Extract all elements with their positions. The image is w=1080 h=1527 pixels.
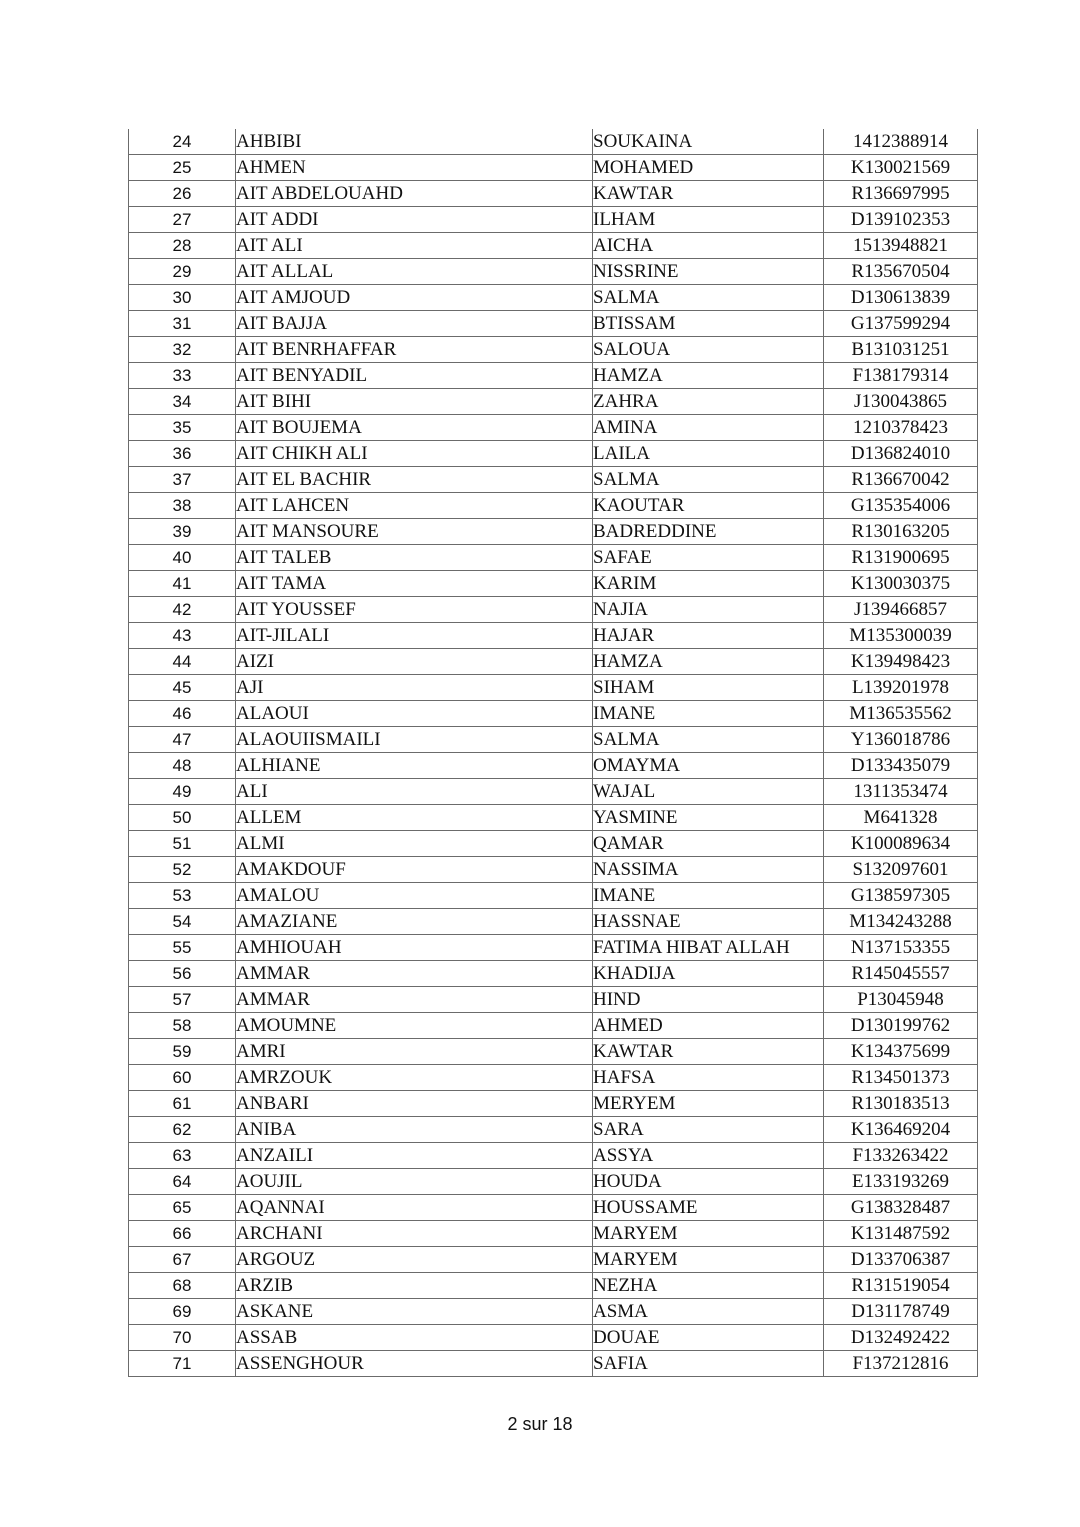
row-number-cell: 53 xyxy=(129,883,236,909)
last-name-cell: AIT-JILALI xyxy=(236,623,593,649)
row-number-cell: 65 xyxy=(129,1195,236,1221)
row-number-cell: 56 xyxy=(129,961,236,987)
table-row xyxy=(129,233,978,259)
table-row xyxy=(129,441,978,467)
row-number-cell: 51 xyxy=(129,831,236,857)
last-name-cell: AIT LAHCEN xyxy=(236,493,593,519)
id-number-cell: D131178749 xyxy=(824,1299,978,1325)
id-number-cell: K136469204 xyxy=(824,1117,978,1143)
id-number-cell: P13045948 xyxy=(824,987,978,1013)
first-name-cell: SALMA xyxy=(593,727,824,753)
first-name-cell: YASMINE xyxy=(593,805,824,831)
id-number-cell: D130613839 xyxy=(824,285,978,311)
row-number-cell: 25 xyxy=(129,155,236,181)
last-name-cell: AMRI xyxy=(236,1039,593,1065)
table-row xyxy=(129,883,978,909)
first-name-cell: HAMZA xyxy=(593,649,824,675)
row-number-cell: 42 xyxy=(129,597,236,623)
last-name-cell: AIT ALLAL xyxy=(236,259,593,285)
row-number-cell: 69 xyxy=(129,1299,236,1325)
first-name-cell: SALMA xyxy=(593,285,824,311)
table-row xyxy=(129,415,978,441)
last-name-cell: ALLEM xyxy=(236,805,593,831)
table-row xyxy=(129,285,978,311)
id-number-cell: D133435079 xyxy=(824,753,978,779)
id-number-cell: G137599294 xyxy=(824,311,978,337)
last-name-cell: AIT BAJJA xyxy=(236,311,593,337)
first-name-cell: LAILA xyxy=(593,441,824,467)
row-number-cell: 48 xyxy=(129,753,236,779)
table-row xyxy=(129,571,978,597)
first-name-cell: SALOUA xyxy=(593,337,824,363)
id-number-cell: M136535562 xyxy=(824,701,978,727)
last-name-cell: ANBARI xyxy=(236,1091,593,1117)
first-name-cell: SOUKAINA xyxy=(593,129,824,155)
first-name-cell: SALMA xyxy=(593,467,824,493)
first-name-cell: DOUAE xyxy=(593,1325,824,1351)
first-name-cell: MERYEM xyxy=(593,1091,824,1117)
row-number-cell: 63 xyxy=(129,1143,236,1169)
id-number-cell: J139466857 xyxy=(824,597,978,623)
last-name-cell: AIT BIHI xyxy=(236,389,593,415)
table-row xyxy=(129,649,978,675)
id-number-cell: E133193269 xyxy=(824,1169,978,1195)
row-number-cell: 31 xyxy=(129,311,236,337)
id-number-cell: N137153355 xyxy=(824,935,978,961)
table-row xyxy=(129,1117,978,1143)
first-name-cell: HAFSA xyxy=(593,1065,824,1091)
row-number-cell: 32 xyxy=(129,337,236,363)
first-name-cell: NISSRINE xyxy=(593,259,824,285)
last-name-cell: AIT AMJOUD xyxy=(236,285,593,311)
last-name-cell: AMAZIANE xyxy=(236,909,593,935)
first-name-cell: SAFIA xyxy=(593,1351,824,1377)
row-number-cell: 62 xyxy=(129,1117,236,1143)
last-name-cell: AIT BOUJEMA xyxy=(236,415,593,441)
row-number-cell: 35 xyxy=(129,415,236,441)
last-name-cell: ALMI xyxy=(236,831,593,857)
last-name-cell: ASSAB xyxy=(236,1325,593,1351)
table-row xyxy=(129,1299,978,1325)
first-name-cell: NASSIMA xyxy=(593,857,824,883)
last-name-cell: AIT EL BACHIR xyxy=(236,467,593,493)
id-number-cell: R130163205 xyxy=(824,519,978,545)
last-name-cell: ARGOUZ xyxy=(236,1247,593,1273)
row-number-cell: 34 xyxy=(129,389,236,415)
id-number-cell: R136697995 xyxy=(824,181,978,207)
last-name-cell: AMMAR xyxy=(236,961,593,987)
last-name-cell: AIT MANSOURE xyxy=(236,519,593,545)
table-row xyxy=(129,1325,978,1351)
table-row xyxy=(129,1169,978,1195)
first-name-cell: ASMA xyxy=(593,1299,824,1325)
last-name-cell: ARCHANI xyxy=(236,1221,593,1247)
table-row xyxy=(129,779,978,805)
last-name-cell: AMHIOUAH xyxy=(236,935,593,961)
id-number-cell: R135670504 xyxy=(824,259,978,285)
first-name-cell: AHMED xyxy=(593,1013,824,1039)
first-name-cell: HOUDA xyxy=(593,1169,824,1195)
row-number-cell: 52 xyxy=(129,857,236,883)
table-row xyxy=(129,311,978,337)
last-name-cell: AIZI xyxy=(236,649,593,675)
id-number-cell: R131900695 xyxy=(824,545,978,571)
row-number-cell: 64 xyxy=(129,1169,236,1195)
first-name-cell: IMANE xyxy=(593,701,824,727)
id-number-cell: K139498423 xyxy=(824,649,978,675)
last-name-cell: ALI xyxy=(236,779,593,805)
table-row xyxy=(129,207,978,233)
row-number-cell: 50 xyxy=(129,805,236,831)
first-name-cell: NAJIA xyxy=(593,597,824,623)
row-number-cell: 55 xyxy=(129,935,236,961)
table-row xyxy=(129,1351,978,1377)
row-number-cell: 46 xyxy=(129,701,236,727)
first-name-cell: ILHAM xyxy=(593,207,824,233)
row-number-cell: 40 xyxy=(129,545,236,571)
last-name-cell: AIT BENRHAFFAR xyxy=(236,337,593,363)
first-name-cell: AICHA xyxy=(593,233,824,259)
id-number-cell: D130199762 xyxy=(824,1013,978,1039)
id-number-cell: K131487592 xyxy=(824,1221,978,1247)
table-row xyxy=(129,1143,978,1169)
row-number-cell: 28 xyxy=(129,233,236,259)
row-number-cell: 43 xyxy=(129,623,236,649)
table-row xyxy=(129,1247,978,1273)
first-name-cell: SAFAE xyxy=(593,545,824,571)
first-name-cell: MARYEM xyxy=(593,1221,824,1247)
id-number-cell: 1210378423 xyxy=(824,415,978,441)
id-number-cell: S132097601 xyxy=(824,857,978,883)
row-number-cell: 44 xyxy=(129,649,236,675)
row-number-cell: 57 xyxy=(129,987,236,1013)
first-name-cell: MARYEM xyxy=(593,1247,824,1273)
first-name-cell: WAJAL xyxy=(593,779,824,805)
table-row xyxy=(129,1195,978,1221)
table-row xyxy=(129,987,978,1013)
table-row xyxy=(129,675,978,701)
id-number-cell: 1412388914 xyxy=(824,129,978,155)
row-number-cell: 26 xyxy=(129,181,236,207)
first-name-cell: KAWTAR xyxy=(593,1039,824,1065)
table-row xyxy=(129,1091,978,1117)
row-number-cell: 45 xyxy=(129,675,236,701)
row-number-cell: 68 xyxy=(129,1273,236,1299)
id-number-cell: R136670042 xyxy=(824,467,978,493)
row-number-cell: 60 xyxy=(129,1065,236,1091)
row-number-cell: 58 xyxy=(129,1013,236,1039)
last-name-cell: ALAOUI xyxy=(236,701,593,727)
id-number-cell: M134243288 xyxy=(824,909,978,935)
first-name-cell: ASSYA xyxy=(593,1143,824,1169)
row-number-cell: 54 xyxy=(129,909,236,935)
last-name-cell: AHMEN xyxy=(236,155,593,181)
candidates-table xyxy=(128,129,978,1377)
last-name-cell: AHBIBI xyxy=(236,129,593,155)
id-number-cell: 1513948821 xyxy=(824,233,978,259)
first-name-cell: SARA xyxy=(593,1117,824,1143)
id-number-cell: R134501373 xyxy=(824,1065,978,1091)
id-number-cell: D133706387 xyxy=(824,1247,978,1273)
id-number-cell: J130043865 xyxy=(824,389,978,415)
row-number-cell: 29 xyxy=(129,259,236,285)
last-name-cell: AJI xyxy=(236,675,593,701)
id-number-cell: R145045557 xyxy=(824,961,978,987)
first-name-cell: FATIMA HIBAT ALLAH xyxy=(593,935,824,961)
last-name-cell: AMAKDOUF xyxy=(236,857,593,883)
first-name-cell: HIND xyxy=(593,987,824,1013)
id-number-cell: D136824010 xyxy=(824,441,978,467)
page-number: 2 sur 18 xyxy=(507,1414,573,1434)
table-row xyxy=(129,155,978,181)
table-row xyxy=(129,727,978,753)
row-number-cell: 36 xyxy=(129,441,236,467)
row-number-cell: 27 xyxy=(129,207,236,233)
id-number-cell: R130183513 xyxy=(824,1091,978,1117)
table-row xyxy=(129,831,978,857)
id-number-cell: K134375699 xyxy=(824,1039,978,1065)
table-row xyxy=(129,363,978,389)
id-number-cell: D139102353 xyxy=(824,207,978,233)
first-name-cell: QAMAR xyxy=(593,831,824,857)
first-name-cell: IMANE xyxy=(593,883,824,909)
first-name-cell: OMAYMA xyxy=(593,753,824,779)
last-name-cell: AIT CHIKH ALI xyxy=(236,441,593,467)
last-name-cell: AMMAR xyxy=(236,987,593,1013)
row-number-cell: 38 xyxy=(129,493,236,519)
row-number-cell: 37 xyxy=(129,467,236,493)
row-number-cell: 49 xyxy=(129,779,236,805)
table-row xyxy=(129,389,978,415)
id-number-cell: Y136018786 xyxy=(824,727,978,753)
last-name-cell: AIT BENYADIL xyxy=(236,363,593,389)
table-row xyxy=(129,181,978,207)
row-number-cell: 47 xyxy=(129,727,236,753)
first-name-cell: KHADIJA xyxy=(593,961,824,987)
last-name-cell: ASKANE xyxy=(236,1299,593,1325)
last-name-cell: ARZIB xyxy=(236,1273,593,1299)
last-name-cell: AIT YOUSSEF xyxy=(236,597,593,623)
id-number-cell: K130030375 xyxy=(824,571,978,597)
table-row xyxy=(129,935,978,961)
row-number-cell: 33 xyxy=(129,363,236,389)
row-number-cell: 41 xyxy=(129,571,236,597)
first-name-cell: KAWTAR xyxy=(593,181,824,207)
first-name-cell: KARIM xyxy=(593,571,824,597)
id-number-cell: K100089634 xyxy=(824,831,978,857)
id-number-cell: M135300039 xyxy=(824,623,978,649)
row-number-cell: 61 xyxy=(129,1091,236,1117)
first-name-cell: BTISSAM xyxy=(593,311,824,337)
row-number-cell: 70 xyxy=(129,1325,236,1351)
row-number-cell: 39 xyxy=(129,519,236,545)
row-number-cell: 30 xyxy=(129,285,236,311)
candidates-table-body xyxy=(129,129,978,1377)
first-name-cell: KAOUTAR xyxy=(593,493,824,519)
first-name-cell: AMINA xyxy=(593,415,824,441)
first-name-cell: BADREDDINE xyxy=(593,519,824,545)
id-number-cell: D132492422 xyxy=(824,1325,978,1351)
id-number-cell: G138328487 xyxy=(824,1195,978,1221)
first-name-cell: HOUSSAME xyxy=(593,1195,824,1221)
last-name-cell: AIT TAMA xyxy=(236,571,593,597)
table-row xyxy=(129,1065,978,1091)
id-number-cell: G138597305 xyxy=(824,883,978,909)
table-row xyxy=(129,519,978,545)
last-name-cell: ANZAILI xyxy=(236,1143,593,1169)
first-name-cell: MOHAMED xyxy=(593,155,824,181)
last-name-cell: AIT ABDELOUAHD xyxy=(236,181,593,207)
first-name-cell: HASSNAE xyxy=(593,909,824,935)
table-row xyxy=(129,805,978,831)
table-row xyxy=(129,857,978,883)
last-name-cell: AIT ALI xyxy=(236,233,593,259)
table-row xyxy=(129,597,978,623)
last-name-cell: AQANNAI xyxy=(236,1195,593,1221)
table-row xyxy=(129,545,978,571)
id-number-cell: F137212816 xyxy=(824,1351,978,1377)
table-row xyxy=(129,1221,978,1247)
table-row xyxy=(129,493,978,519)
table-row xyxy=(129,467,978,493)
id-number-cell: R131519054 xyxy=(824,1273,978,1299)
row-number-cell: 66 xyxy=(129,1221,236,1247)
table-row xyxy=(129,701,978,727)
row-number-cell: 71 xyxy=(129,1351,236,1377)
table-row xyxy=(129,259,978,285)
last-name-cell: AOUJIL xyxy=(236,1169,593,1195)
id-number-cell: 1311353474 xyxy=(824,779,978,805)
id-number-cell: F133263422 xyxy=(824,1143,978,1169)
last-name-cell: ASSENGHOUR xyxy=(236,1351,593,1377)
table-row xyxy=(129,1273,978,1299)
last-name-cell: AIT TALEB xyxy=(236,545,593,571)
last-name-cell: AIT ADDI xyxy=(236,207,593,233)
id-number-cell: B131031251 xyxy=(824,337,978,363)
first-name-cell: HAJAR xyxy=(593,623,824,649)
table-row xyxy=(129,961,978,987)
last-name-cell: ALHIANE xyxy=(236,753,593,779)
first-name-cell: SIHAM xyxy=(593,675,824,701)
last-name-cell: AMOUMNE xyxy=(236,1013,593,1039)
row-number-cell: 24 xyxy=(129,129,236,155)
row-number-cell: 59 xyxy=(129,1039,236,1065)
id-number-cell: M641328 xyxy=(824,805,978,831)
table-row xyxy=(129,1039,978,1065)
table-row xyxy=(129,1013,978,1039)
last-name-cell: ALAOUIISMAILI xyxy=(236,727,593,753)
id-number-cell: L139201978 xyxy=(824,675,978,701)
id-number-cell: G135354006 xyxy=(824,493,978,519)
last-name-cell: AMRZOUK xyxy=(236,1065,593,1091)
first-name-cell: ZAHRA xyxy=(593,389,824,415)
last-name-cell: ANIBA xyxy=(236,1117,593,1143)
id-number-cell: K130021569 xyxy=(824,155,978,181)
first-name-cell: NEZHA xyxy=(593,1273,824,1299)
id-number-cell: F138179314 xyxy=(824,363,978,389)
first-name-cell: HAMZA xyxy=(593,363,824,389)
table-row xyxy=(129,129,978,155)
table-row xyxy=(129,337,978,363)
last-name-cell: AMALOU xyxy=(236,883,593,909)
table-row xyxy=(129,623,978,649)
table-row xyxy=(129,753,978,779)
table-row xyxy=(129,909,978,935)
row-number-cell: 67 xyxy=(129,1247,236,1273)
